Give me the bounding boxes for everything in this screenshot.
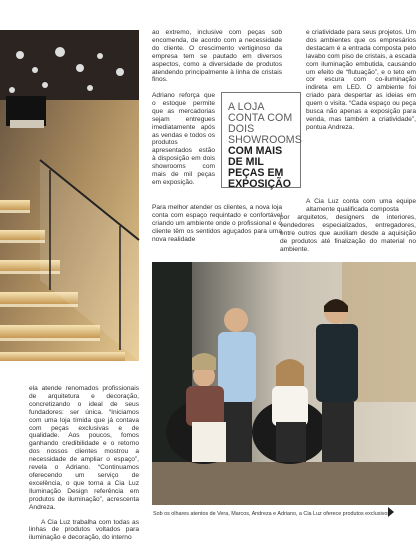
paragraph: A Cia Luz conta com uma equipe altamente qualificada composta bbox=[306, 198, 416, 213]
article-bottom-text bbox=[280, 214, 416, 253]
paragraph: Para melhor atender os clientes, a nova loja conta com espaço requintado e confortável criando um ambiente onde o profissional e o cliente têm os sentidos aguçados para uma nova realidade bbox=[152, 204, 282, 243]
photo-caption: Sob os olhares atentos de Vera, Marcos, Andreza e Adriano, a Cia Luz oferece produtos exclusivos bbox=[153, 511, 391, 517]
staircase-photo bbox=[0, 30, 139, 361]
article-column-b-bottom bbox=[306, 198, 416, 214]
article-column-b-top bbox=[306, 29, 416, 195]
paragraph: ao extremo, inclusive com peças sob encomenda, de acordo com a necessidade do cliente. O crescimento vertiginoso da empresa tem se pautado em diversos aspectos, como a diversidade de produtos atendendo principalmente à linha de cristais finos. bbox=[152, 29, 282, 84]
paragraph: ela atende renomados profissionais de arquitetura e decoração, concretizando o ideal de seus fundadores: ser única. “Iniciamos com uma loja tímida que já contava com peças exclusivas e de qualidade. Aos poucos, fomos ganhando credibilidade e o retorno dos nossos clientes mostrou a necessidade de ampliar o espaço”, revela o Adriano. “Continuamos oferecendo um serviço de excelência, o que torna a Cia Luz Iluminação Design referência em produtos de iluminação”, acrescenta Andreza. bbox=[29, 385, 139, 511]
next-page-arrow-icon bbox=[388, 507, 394, 517]
team-photo-illustration bbox=[152, 262, 416, 505]
paragraph: A Cia Luz trabalha com todas as linhas de produtos voltados para iluminação e decoração, do interno bbox=[29, 518, 139, 542]
paragraph: Adriano reforça que o estoque permite que as mercadorias sejam entregues imediatamente após as vendas e todos os produtos apresentados estão à disposição em dois showrooms com mais de mil peças em exposição. bbox=[152, 92, 215, 186]
article-column-a-top bbox=[152, 29, 282, 91]
paragraph: e criatividade para seus projetos. Um dos ambientes que os empresários destacam é a entrada composta pelo lavabo com piso de cristais, a escada com iluminação embutida, causando um efeito de “flutuação”, e o teto em cor escura com co-iluminação indireta em LED. O ambiente foi criado para despertar as ideias em quem o visita. “Cada espaço ou peça busca não apenas a exposição para venda, mas também a criatividade”, pontua Andreza. bbox=[306, 29, 416, 131]
paragraph: por arquitetos, designers de interiores, vendedores especializados, entregadores, entre outros que auxiliam desde a aquisição de produtos até finalização do material no ambiente. bbox=[280, 214, 416, 253]
pull-quote-bold-text: COM MAIS DE MIL PEÇAS EM EXPOSIÇÃO bbox=[228, 145, 291, 190]
pull-quote-box bbox=[221, 92, 301, 188]
staircase-illustration bbox=[0, 30, 139, 361]
article-column-left bbox=[29, 385, 139, 542]
article-column-a-bottom bbox=[152, 204, 282, 243]
article-column-a-wrap bbox=[152, 92, 215, 202]
pull-quote-light-text: A LOJA CONTA COM DOIS SHOWROOMS bbox=[228, 101, 302, 146]
team-photo bbox=[152, 262, 416, 505]
